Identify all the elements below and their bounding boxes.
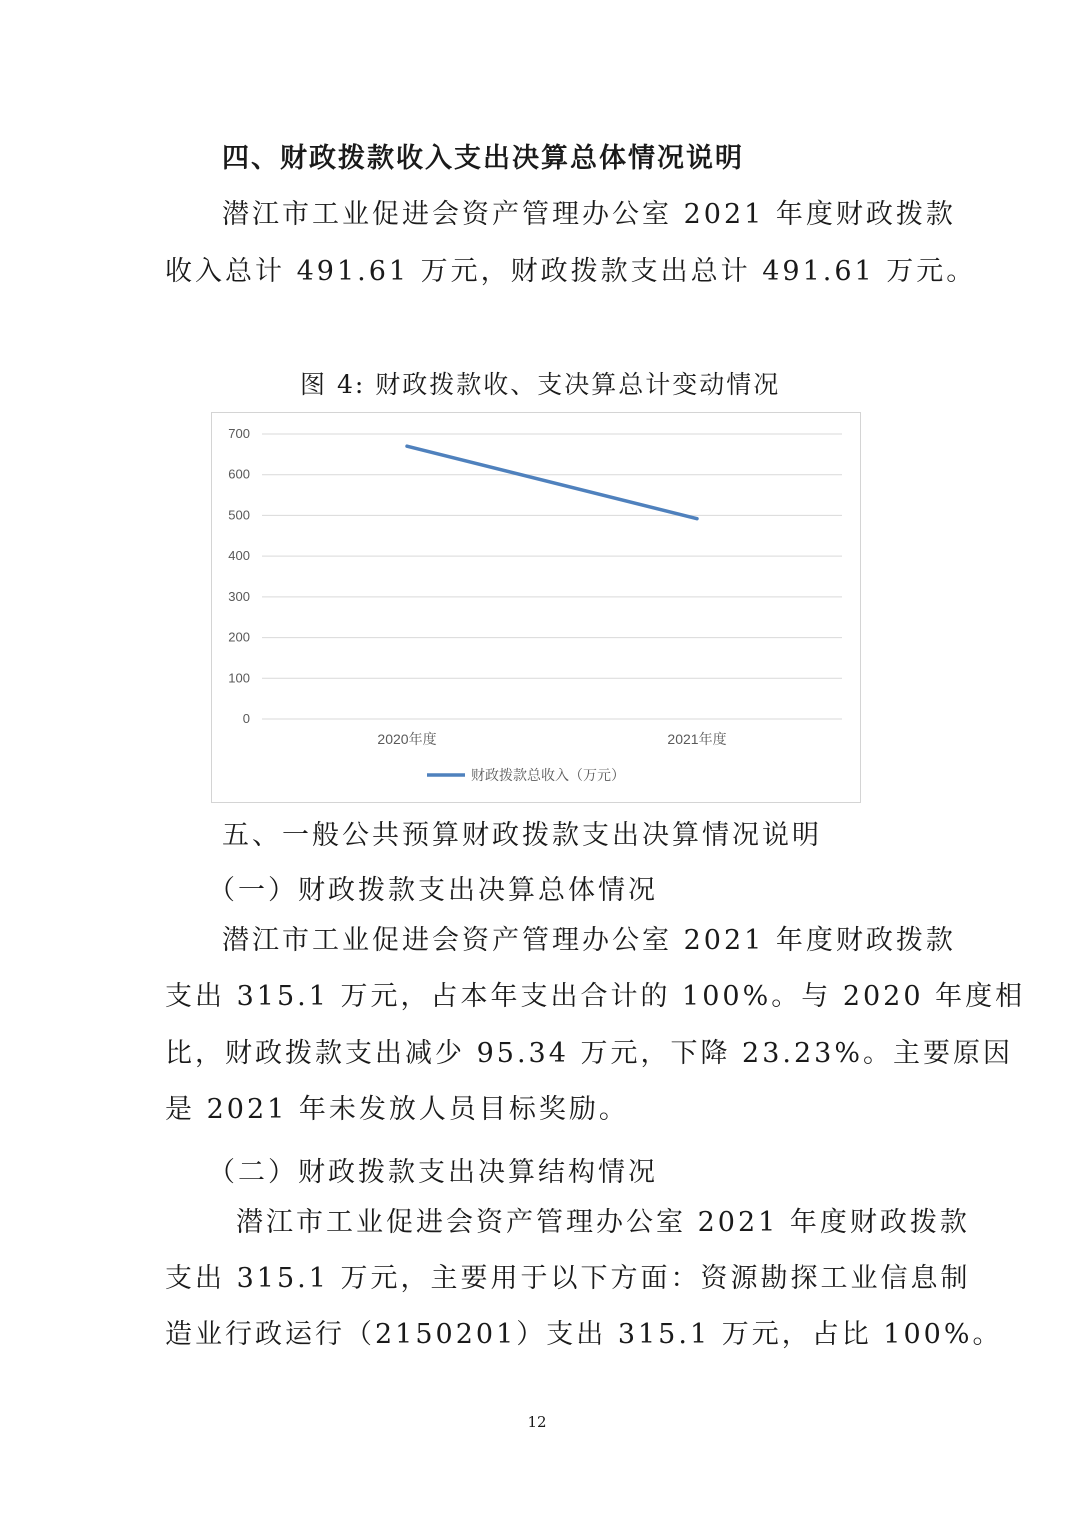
data-point	[406, 445, 409, 448]
section4-heading: 四、财政拨款收入支出决算总体情况说明	[222, 143, 744, 174]
x-tick-labels	[377, 731, 726, 747]
series-lines	[406, 445, 699, 520]
y-tick-label: 0	[242, 711, 250, 726]
section5-sub1-line-3: 比，财政拨款支出减少 95.34 万元，下降 23.23%。主要原因	[165, 1038, 1013, 1069]
section5-sub1-line-2: 支出 315.1 万元，占本年支出合计的 100%。与 2020 年度相	[165, 981, 1026, 1012]
y-tick-label: 200	[228, 629, 250, 645]
page-number: 12	[527, 1413, 547, 1431]
section5-sub2-title: （二）财政拨款支出决算结构情况	[208, 1157, 658, 1188]
y-tick-label: 600	[228, 466, 250, 482]
section5-sub2-line-1: 潜江市工业促进会资产管理办公室 2021 年度财政拨款	[236, 1207, 970, 1238]
section5-sub1-line-1: 潜江市工业促进会资产管理办公室 2021 年度财政拨款	[222, 925, 956, 956]
y-tick-labels	[228, 426, 250, 726]
y-tick-label: 700	[228, 426, 250, 441]
figure-caption: 图 4: 财政拨款收、支决算总计变动情况	[300, 370, 781, 399]
line-chart	[211, 412, 861, 803]
section4-line-1: 潜江市工业促进会资产管理办公室 2021 年度财政拨款	[222, 199, 956, 230]
x-tick-label: 2020年度	[377, 731, 437, 747]
y-tick-label: 500	[228, 507, 250, 523]
y-tick-label: 300	[228, 588, 250, 604]
data-point	[696, 517, 699, 520]
section5-sub1-line-4: 是 2021 年未发放人员目标奖励。	[165, 1094, 629, 1125]
legend-label: 财政拨款总收入（万元）	[471, 767, 625, 783]
section5-sub2-line-2: 支出 315.1 万元，主要用于以下方面：资源勘探工业信息制	[165, 1263, 971, 1294]
x-tick-label: 2021年度	[667, 731, 727, 747]
chart-svg	[212, 413, 860, 802]
series-line	[407, 446, 697, 518]
gridlines	[262, 434, 842, 719]
chart-legend	[427, 767, 625, 783]
section5-heading: 五、一般公共预算财政拨款支出决算情况说明	[222, 820, 822, 851]
section4-line-2: 收入总计 491.61 万元，财政拨款支出总计 491.61 万元。	[165, 256, 977, 287]
section5-sub1-title: （一）财政拨款支出决算总体情况	[208, 875, 658, 906]
y-tick-label: 400	[228, 548, 250, 564]
section5-sub2-line-3: 造业行政运行（2150201）支出 315.1 万元，占比 100%。	[165, 1319, 1003, 1350]
y-tick-label: 100	[228, 670, 250, 686]
